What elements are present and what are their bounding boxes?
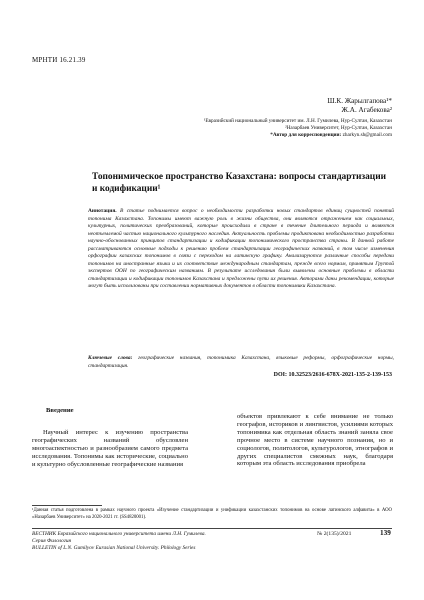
issue-number: № 2(135)/2021 xyxy=(317,531,352,537)
body-column-left xyxy=(32,407,188,468)
abstract-label: Аннотация. xyxy=(88,208,117,214)
article-title: Топонимическое пространство Казахстана: вопросы стандартизации и кодификации¹ xyxy=(92,172,387,194)
affiliation-2: ²Назарбаев Университет, Нур-Султан, Казахстан xyxy=(285,125,392,131)
doi[interactable]: DOI: 10.32523/2616-678X-2021-135-2-139-153 xyxy=(273,372,392,378)
corresponding-email[interactable]: zharkyn.sh@gmail.com xyxy=(342,132,392,138)
footnote: ¹Данная статья подготовлена в рамках научного проекта «Изучение стандартизации и унификации казахстанских топонимов на основе латинского алфавита» в АОО «Назарбаев Университет» на 2020-2021 гг. (SS4820001). xyxy=(32,508,392,520)
affiliation-1: ¹Евразийский национальный университет им. Л.Н. Гумилева, Нур-Султан, Казахстан xyxy=(203,118,392,124)
keywords-label: Ключевые слова: xyxy=(88,355,133,361)
author-2: Ж.А. Агабекова² xyxy=(341,106,392,114)
affiliations-block xyxy=(204,118,392,139)
abstract xyxy=(88,208,394,291)
journal-title-en: BULLETIN of L.N. Gumilyov Eurasian National University. Philology Series xyxy=(32,544,196,551)
corresponding-author xyxy=(204,132,392,139)
page-number: 139 xyxy=(380,529,391,537)
abstract-text: В статье поднимается вопрос о необходимости разработки новых стандартов единиц сущностей понятий топонима Казахстана. Топонимы имеют важную роль в жизни общества, они являются отражением как социальных, культурных, политических преобразований, которые происходили в стране в течение длительного периода и являются неотъемлемой частью национального культурного наследия. Актуальность проблемы продиктована необходимостью разработки научно-обоснованных принципов стандартизации и кодификации топонимического пространства страны. В данной работе рассматриваются основные подходы к решению проблем стандартизации географических названий, в том числе изменения орфографии казахских топонимов в связи с переходом на латинскую графику. Анализируются различные способы передачи топонимов на иностранные языки и их соответствие международным стандартам, прежде всего нормам, принятым Группой экспертов ООН по географическим названиям. В результате исследования были выявлены основные проблемы в области стандартизации и кодификации топонимов Казахстана и предложены пути их решения. Авторами даны рекомендации, которые могут быть использованы при составлении нормативных документов в области топонимики Казахстана. xyxy=(88,208,394,290)
footer-divider xyxy=(32,528,392,529)
journal-title-ru: ВЕСТНИК Евразийского национального университета имени Л.Н. Гумилева. xyxy=(32,531,206,537)
authors-block xyxy=(327,97,392,115)
journal-info xyxy=(32,531,206,551)
keywords xyxy=(88,355,394,370)
section-heading-introduction: Введение xyxy=(46,407,74,414)
body-column-right xyxy=(237,413,393,468)
journal-series-ru: Серия Филология xyxy=(32,537,72,544)
keywords-text: географические названия, топонимика Казахстана, языковые реформы, орфографические нормы, стандартизация. xyxy=(88,355,395,369)
footnote-divider xyxy=(32,505,102,506)
mrnti-code: МРНТИ 16.21.39 xyxy=(32,56,86,64)
corresponding-label: *Автор для корреспонденции: xyxy=(270,132,342,138)
body-paragraph-left: Научный интерес к изучению пространства географических названий обусловлен многоаспектностью и разнообразием самого предмета исследования. Топонимы как исторические, социально и культурно обусловленные географические названия xyxy=(32,428,188,468)
body-paragraph-right: объектов привлекают к себе внимание не только географов, историков и лингвистов, усилиями которых топонимика как отдельная область знаний заняла свое прочное место в системе научного познания, но и социологов, политологов, культурологов, этнографов и других специалистов смежных наук, благодаря которым эта область исследования приобрела xyxy=(237,413,393,468)
author-1: Ш.К. Жарылгапова¹* xyxy=(327,97,392,105)
